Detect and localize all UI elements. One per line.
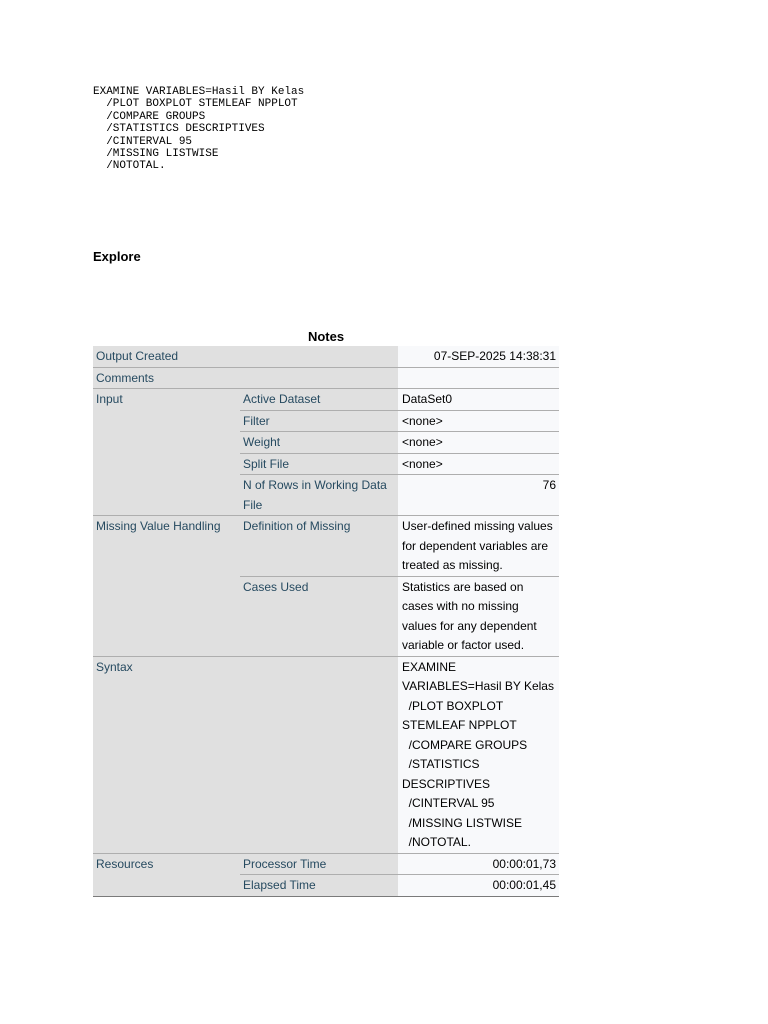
table-row-processor-time (93, 853, 559, 875)
elapsed-time-value: 00:00:01,45 (398, 875, 559, 897)
syntax-log: EXAMINE VARIABLES=Hasil BY Kelas /PLOT BOXPLOT STEMLEAF NPPLOT /COMPARE GROUPS /STATISTICS DESCRIPTIVES /CINTERVAL 95 /MISSING LISTWISE /NOTOTAL. (93, 86, 305, 173)
n-rows-label: N of Rows in Working Data File (240, 475, 398, 516)
definition-of-missing-value: User-defined missing values for dependent variables are treated as missing. (398, 516, 559, 577)
explore-heading: Explore (93, 249, 141, 264)
definition-of-missing-label: Definition of Missing (240, 516, 398, 577)
notes-table-title: Notes (307, 329, 345, 344)
split-file-value: <none> (398, 453, 559, 475)
output-created-label: Output Created (93, 346, 398, 367)
input-label: Input (93, 389, 240, 516)
n-rows-value: 76 (398, 475, 559, 516)
processor-time-value: 00:00:01,73 (398, 853, 559, 875)
table-row-definition-of-missing (93, 516, 559, 577)
notes-table (93, 346, 559, 897)
table-row-output-created (93, 346, 559, 367)
syntax-label: Syntax (93, 656, 398, 853)
cases-used-value: Statistics are based on cases with no missing values for any dependent variable or factor used. (398, 576, 559, 656)
comments-value (398, 367, 559, 389)
processor-time-label: Processor Time (240, 853, 398, 875)
weight-label: Weight (240, 432, 398, 454)
cases-used-label: Cases Used (240, 576, 398, 656)
table-row-active-dataset (93, 389, 559, 411)
weight-value: <none> (398, 432, 559, 454)
filter-value: <none> (398, 410, 559, 432)
elapsed-time-label: Elapsed Time (240, 875, 398, 897)
output-created-value: 07-SEP-2025 14:38:31 (398, 346, 559, 367)
active-dataset-label: Active Dataset (240, 389, 398, 411)
missing-value-handling-label: Missing Value Handling (93, 516, 240, 657)
resources-label: Resources (93, 853, 240, 896)
syntax-value: EXAMINE VARIABLES=Hasil BY Kelas /PLOT BOXPLOT STEMLEAF NPPLOT /COMPARE GROUPS /STATISTICS DESCRIPTIVES /CINTERVAL 95 /MISSING LISTWISE /NOTOTAL. (398, 656, 559, 853)
table-row-comments (93, 367, 559, 389)
table-row-syntax (93, 656, 559, 853)
filter-label: Filter (240, 410, 398, 432)
active-dataset-value: DataSet0 (398, 389, 559, 411)
comments-label: Comments (93, 367, 398, 389)
split-file-label: Split File (240, 453, 398, 475)
